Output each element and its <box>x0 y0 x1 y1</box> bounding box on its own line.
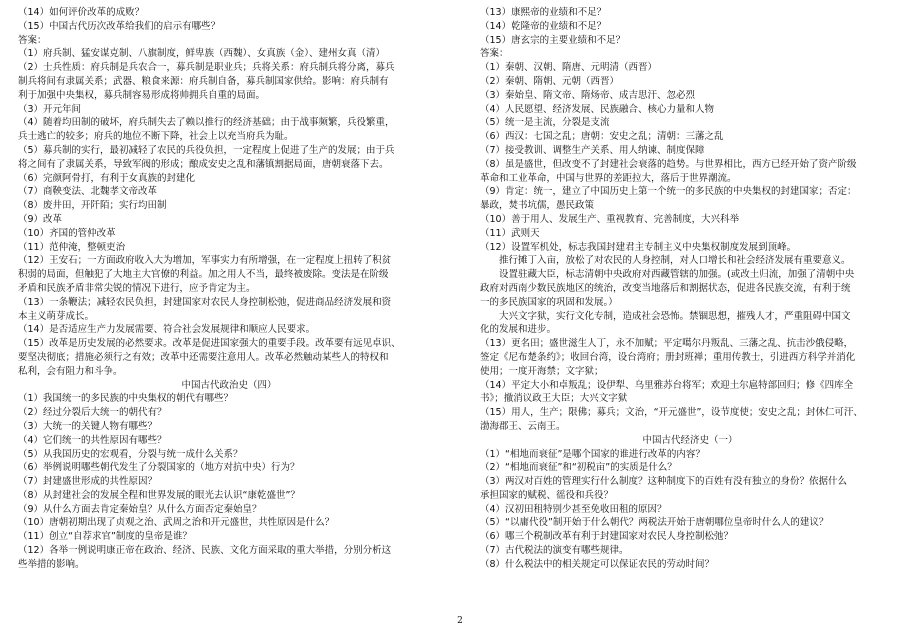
text-line: （1）“相地而衰征”是哪个国家的谁进行改革的内容？ <box>480 448 705 460</box>
section-heading: 中国古代经济史（一） <box>642 434 738 446</box>
text-line: 要坚决彻底；措施必须行之有效；改革中还需要注意用人。改革必然触动某些人的特权和 <box>18 351 389 363</box>
text-line: （6）完颜阿骨打，有利于女真族的封建化 <box>18 172 196 184</box>
text-line: （1）府兵制、猛安谋克制、八旗制度，鲜卑族（西魏）、女真族（金）、建州女真（清） <box>18 48 386 60</box>
text-line: （6）西汉：七国之乱；唐朝：安史之乱；清朝：三藩之乱 <box>480 131 724 143</box>
text-line: （6）哪三个税制改革有利于封建国家对农民人身控制松弛？ <box>480 531 734 543</box>
text-line: （12）各举一例说明康正帝在政治、经济、民族、文化方面采取的重大举措，分别分析这 <box>18 545 392 557</box>
text-line: 渤海郡王、云南王。 <box>480 420 566 432</box>
text-line: 私利，会有阻力和斗争。 <box>18 365 123 377</box>
text-line: （5）“以庸代役”制开始于什么朝代？两税法开始于唐朝哪位皇帝时什么人的建议？ <box>480 517 829 529</box>
text-line: （14）如何评价改革的成败？ <box>18 7 145 18</box>
text-line: 承担国家的赋税、徭役和兵役？ <box>480 489 614 501</box>
text-line: 答案： <box>480 48 509 60</box>
text-line: （7）封建盛世形成的共性原因？ <box>18 476 158 488</box>
text-line: （15）用人，生产；限佛；募兵；文治，“开元盛世”，设节度使；安史之乱；封休仁可汗、 <box>480 407 863 419</box>
text-line: 将之间有了隶属关系，导致军阀的形成；酿成安史之乱和藩镇割据局面，唐朝衰落下去。 <box>18 158 389 170</box>
text-line: （8）从封建社会的发展全程和世界发展的眼光去认识“康乾盛世”？ <box>18 489 300 501</box>
text-line: （13）更名田；盛世滋生人丁，永不加赋；平定噶尔丹叛乱、三藩之乱、抗击沙俄侵略， <box>480 338 854 350</box>
page-number: 2 <box>457 616 463 626</box>
text-line: （4）汉初田租特别少甚至免收田租的原因？ <box>480 503 667 515</box>
text-line: 积弱的局面，但触犯了大地主大官僚的利益。加之用人不当，最终被废除。变法是在阶级 <box>18 269 389 281</box>
text-line: （15）中国古代历次改革给我们的启示有哪些？ <box>18 20 221 32</box>
text-line: （14）平定大小和卓叛乱；设伊犁、乌里雅苏台将军；欢迎土尔扈特部回归；修《四库全 <box>480 379 854 391</box>
text-line: （5）从我国历史的宏观看，分裂与统一成什么关系？ <box>18 448 243 460</box>
text-line: （3）开元年间 <box>18 103 82 115</box>
text-line: （2）秦朝、隋朝、元朝（西晋） <box>480 75 620 87</box>
section-heading: 中国古代政治史（四） <box>181 379 277 391</box>
text-line: （8）什么税法中的相关规定可以保证农民的劳动时间？ <box>480 558 715 570</box>
text-line: 化的发展和进步。 <box>480 324 557 336</box>
text-line: 利于加强中央集权，募兵制容易形成将帅拥兵自重的局面。 <box>18 89 266 101</box>
text-line: 暴政，焚书坑儒，愚民政策 <box>480 200 595 212</box>
text-line: 设置驻藏大臣，标志清朝中央政府对西藏管辖的加强。(或改土归流，加强了清朝中央 <box>480 269 855 281</box>
text-line: （11）范仲淹，整顿吏治 <box>18 241 126 253</box>
text-line: 书》；撤消议政王大臣；大兴文字狱 <box>480 393 628 405</box>
text-line: （2）士兵性质：府兵制是兵农合一，募兵制是职业兵；兵将关系：府兵制兵将分离，募兵 <box>18 62 395 74</box>
text-line: （12）设置军机处，标志我国封建君主专制主义中央集权制度发展到顶峰。 <box>480 241 797 253</box>
text-line: （10）善于用人、发展生产、重视教育、完善制度，大兴科举 <box>480 213 740 225</box>
text-line: （10）唐朝初期出现了贞观之治、武周之治和开元盛世，共性原因是什么？ <box>18 517 335 529</box>
text-line: （2）“相地而衰征”和“初税亩”的实质是什么？ <box>480 462 677 474</box>
text-line: （15）改革是历史发展的必然要求。改革是促进国家强大的重要手段。改革要有远见卓识、 <box>18 338 401 350</box>
text-line: 一的多民族国家的巩固和发展。） <box>480 296 618 308</box>
text-line: （5）统一是主流，分裂是支流 <box>480 117 610 129</box>
text-line: （2）经过分裂后大统一的朝代有？ <box>18 407 167 419</box>
text-line: （11）武则天 <box>480 227 540 239</box>
text-line: （3）秦始皇、隋文帝、隋炀帝、成吉思汗、忽必烈 <box>480 89 696 101</box>
text-line: 使用；一度开海禁；文字狱； <box>480 365 604 377</box>
text-line: 签定《尼布楚条约》；收回台湾，设台湾府；册封班禅；重用传教士，引进西方科学并消化 <box>480 351 856 363</box>
text-line: （13）一条鞭法；减轻农民负担，封建国家对农民人身控制松弛，促进商品经济发展和资 <box>18 296 392 308</box>
text-line: （15）唐玄宗的主要业绩和不足？ <box>480 34 626 46</box>
text-line: （9）从什么方面去肯定秦始皇？从什么方面否定秦始皇？ <box>18 503 262 515</box>
text-line: （5）募兵制的实行，最初减轻了农民的兵役负担，一定程度上促进了生产的发展；由于兵 <box>18 144 395 156</box>
text-line: 制兵将间有隶属关系；武器、粮食来源：府兵制自备，募兵制国家供给。影响：府兵制有 <box>18 75 389 87</box>
text-line: 矛盾和民族矛盾非常尖锐的情况下进行，应予肯定为主。 <box>18 282 256 294</box>
text-line: 推行摊丁入亩，放松了对农民的人身控制，对人口增长和社会经济发展有重要意义。 <box>480 255 851 267</box>
left-column <box>18 6 440 572</box>
text-line: （7）古代税法的演变有哪些规律。 <box>480 545 629 557</box>
text-line: （7）接受教训、调整生产关系、用人纳谏、制度保障 <box>480 144 705 156</box>
text-line: （9）改革 <box>18 213 63 225</box>
right-column <box>480 6 900 572</box>
text-line: 些举措的影响。 <box>18 558 85 570</box>
text-line: （6）举例说明哪些朝代发生了分裂国家的（地方对抗中央）行为？ <box>18 462 300 474</box>
text-line: （4）人民愿望、经济发展、民族融合、核心力量和人物 <box>480 103 715 115</box>
text-line: （3）两汉对百姓的管理实行什么制度？这种制度下的百姓有没有独立的身份？依据什么 <box>480 476 848 488</box>
text-line: （12）王安石；一方面政府收入大为增加，军事实力有所增强，在一定程度上扭转了积贫 <box>18 255 392 267</box>
text-line: （3）大统一的关键人物有哪些？ <box>18 420 158 432</box>
text-line: （11）创立“自荐求官”制度的皇帝是谁？ <box>18 531 192 543</box>
text-line: 大兴文字狱，实行文化专制，造成社会恐怖。禁锢思想，摧残人才，严重阻碍中国文 <box>480 310 851 322</box>
text-line: （8）废井田，开阡陌；实行均田制 <box>18 200 167 212</box>
text-line: 革命和工业革命，中国与世界的差距拉大，落后于世界潮流。 <box>480 172 737 184</box>
text-line: （7）商鞅变法、北魏孝文帝改革 <box>18 186 158 198</box>
text-line: （14）乾隆帝的业绩和不足？ <box>480 20 607 32</box>
text-line: （1）我国统一的多民族的中央集权的朝代有哪些？ <box>18 393 234 405</box>
text-line: （8）虽是盛世，但改变不了封建社会衰落的趋势。与世界相比，西方已经开始了资产阶级 <box>480 158 857 170</box>
text-line: （1）秦朝、汉朝、隋唐、元明清（西晋） <box>480 62 658 74</box>
text-line: （9）肯定：统一，建立了中国历史上第一个统一的多民族的中央集权的封建国家；否定： <box>480 186 857 198</box>
text-line: 政府对西南少数民族地区的统治，改变当地落后和割据状态，促进各民族交流，有利于统 <box>480 282 851 294</box>
text-line: 答案： <box>18 34 47 46</box>
text-line: 兵士逃亡的较多；府兵的地位不断下降，社会上以充当府兵为耻。 <box>18 131 294 143</box>
text-line: （13）康熙帝的业绩和不足？ <box>480 7 607 18</box>
text-line: （14）是否适应生产力发展需要、符合社会发展规律和顺应人民要求。 <box>18 324 316 336</box>
text-line: （4）随着均田制的破坏，府兵制失去了赖以推行的经济基础；由于战事频繁，兵役繁重， <box>18 117 395 129</box>
text-line: （10）齐国的管仲改革 <box>18 227 116 239</box>
text-line: 本主义萌芽成长。 <box>18 310 95 322</box>
text-line: （4）它们统一的共性原因有哪些？ <box>18 434 167 446</box>
